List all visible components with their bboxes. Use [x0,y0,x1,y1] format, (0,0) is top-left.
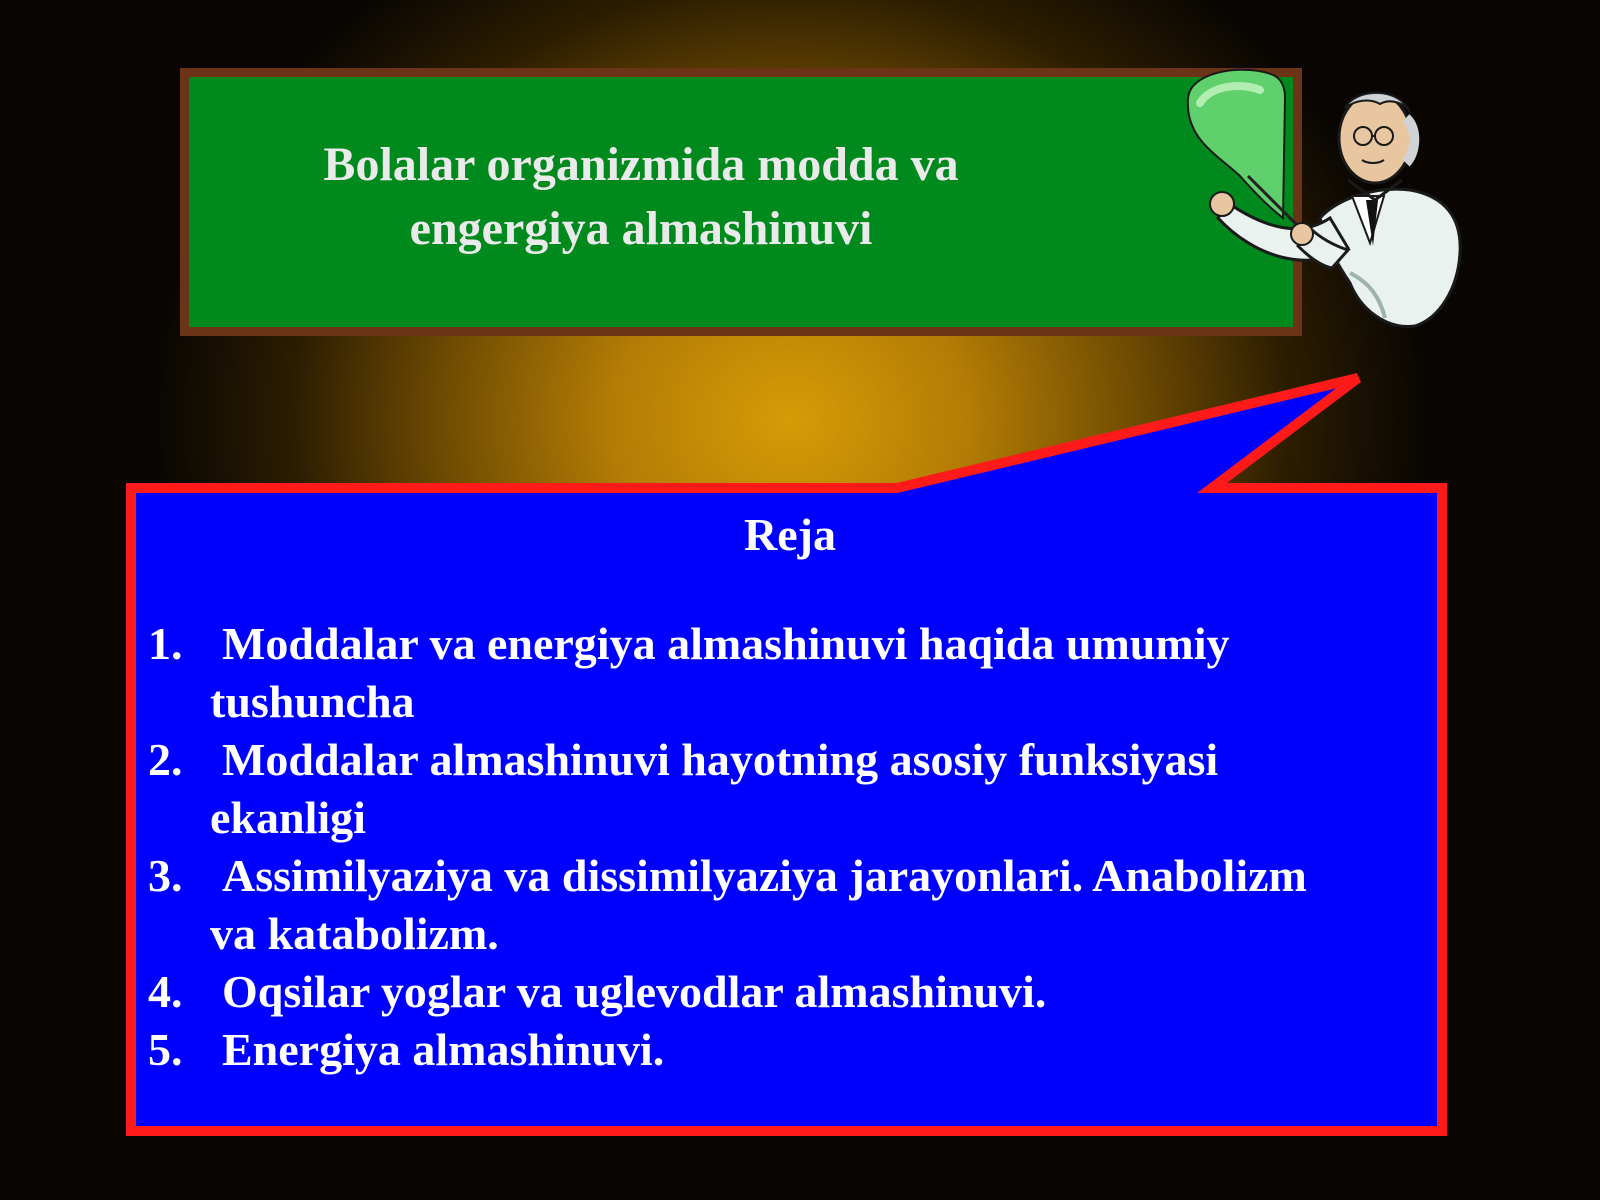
list-item-text [210,1021,1438,1079]
list-item-line: Moddalar almashinuvi hayotning asosiy funksiyasi [222,734,1219,785]
list-item-number: 5. [148,1024,183,1075]
list-item-line: Oqsilar yoglar va uglevodlar almashinuvi. [222,966,1047,1017]
list-item-line: Moddalar va energiya almashinuvi haqida umumiy [222,618,1230,669]
list-item-text [210,847,1438,963]
list-item [148,847,1438,963]
list-item-text [210,731,1438,847]
list-item-continuation: tushuncha [210,676,415,727]
list-item [148,963,1438,1021]
list-item-text [210,963,1438,1021]
plan-heading: Reja [744,509,836,560]
list-item-number: 2. [148,734,183,785]
list-item-number: 1. [148,618,183,669]
plan-section [140,495,1440,1115]
slide-title-line-1: Bolalar organizmida modda va [323,138,959,191]
list-item-line: Assimilyaziya va dissimilyaziya jarayonlari. Anabolizm [222,850,1307,901]
list-item-continuation: ekanligi [210,792,366,843]
list-item-text [210,615,1438,731]
list-item [148,731,1438,847]
list-item-continuation: va katabolizm. [210,908,499,959]
plan-list [148,615,1438,1079]
list-item-number: 4. [148,966,183,1017]
list-item-line: Energiya almashinuvi. [222,1024,665,1075]
list-item [148,615,1438,731]
list-item-number: 3. [148,850,183,901]
slide-title-line-2: engergiya almashinuvi [409,202,873,255]
list-item [148,1021,1438,1079]
